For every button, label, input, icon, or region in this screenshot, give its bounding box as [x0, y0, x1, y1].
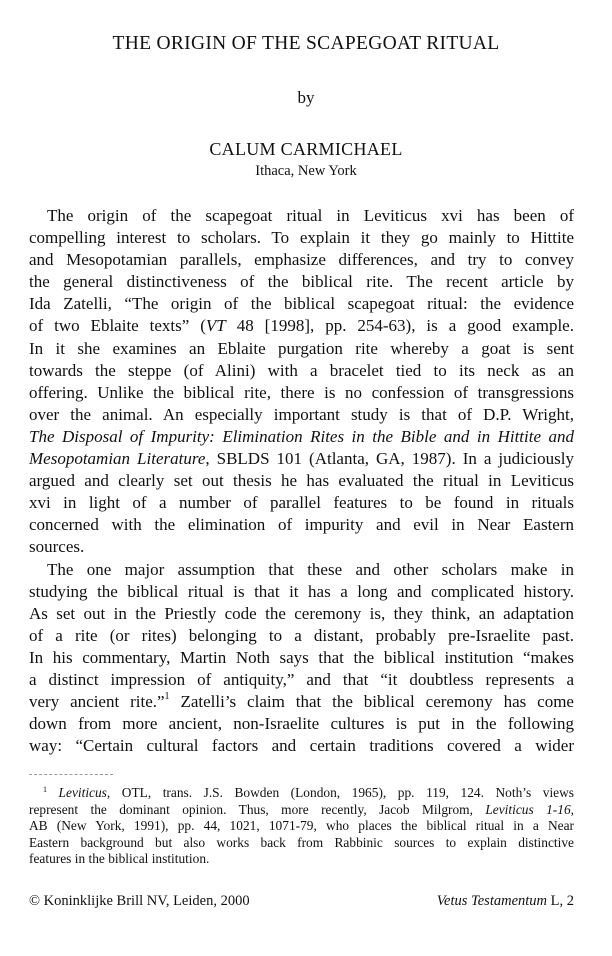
body-line	[29, 249, 574, 271]
text-run: Zatelli’s claim that the biblical ceremony has come	[169, 692, 574, 712]
text-run: argued and clearly set out thesis he has evaluated the ritual in Leviticus	[29, 471, 574, 491]
italic-text: VT	[205, 316, 226, 336]
body-line	[29, 581, 574, 603]
text-run: offering. Unlike the biblical rite, there is no confession of transgressions	[29, 382, 574, 402]
footnote-marker: 1	[43, 785, 47, 794]
text-run: concerned with the elimination of impurity and evil in Near Eastern	[29, 515, 574, 535]
footnote-line	[29, 785, 574, 802]
body-line	[29, 205, 574, 227]
article-title: THE ORIGIN OF THE SCAPEGOAT RITUAL	[112, 33, 500, 54]
text-run: the general distinctiveness of the biblical rite. The recent article by	[29, 272, 574, 292]
body-line	[29, 514, 574, 536]
text-run: compelling interest to scholars. To explain it they go mainly to Hittite	[29, 228, 574, 248]
text-run: AB (New York, 1991), pp. 44, 1021, 1071-79, who places the biblical ritual in a Near	[29, 818, 574, 834]
italic-text: Mesopotamian Literature	[29, 449, 206, 469]
body-line	[29, 382, 574, 404]
body-line	[29, 426, 574, 448]
body-line	[29, 404, 574, 426]
text-run: In his commentary, Martin Noth says that the biblical institution “makes	[29, 647, 574, 667]
body-line	[29, 647, 574, 669]
journal-volume: L, 2	[547, 893, 574, 909]
body-line	[29, 338, 574, 360]
text-run: , OTL, trans. J.S. Bowden (London, 1965), pp. 119, 124. Noth’s views	[106, 785, 574, 800]
text-run: sources.	[29, 537, 85, 557]
footnote-line	[29, 835, 574, 852]
footnote-line	[29, 802, 574, 819]
body-line	[29, 669, 574, 691]
body-line	[29, 492, 574, 514]
text-run: The one major assumption that these and other scholars make in	[47, 559, 574, 579]
text-run: 48 [1998], pp. 254-63), is a good example.	[225, 316, 574, 336]
italic-text: The Disposal of Impurity: Elimination Rites in the Bible and in Hittite and	[29, 426, 574, 446]
text-run: a distinct impression of antiquity,” and that “it doubtless represents a	[29, 669, 574, 689]
body-line	[29, 470, 574, 492]
footnote-line	[29, 818, 574, 835]
text-run: studying the biblical ritual is that it has a long and complicated history.	[29, 581, 574, 601]
text-run: features in the biblical institution.	[29, 851, 210, 867]
journal-name: Vetus Testamentum	[436, 893, 548, 909]
text-run: over the animal. An especially important study is that of D.P. Wright,	[29, 404, 574, 424]
body-line	[29, 603, 574, 625]
author-name: CALUM CARMICHAEL	[209, 139, 403, 159]
text-run: ,	[570, 801, 574, 817]
text-run: of a rite (or rites) belonging to a distant, probably pre-Israelite past.	[29, 625, 574, 645]
body-line	[29, 293, 574, 315]
text-run: The origin of the scapegoat ritual in Leviticus xvi has been of	[47, 206, 574, 225]
text-run: xvi in light of a number of parallel features to be found in rituals	[29, 493, 574, 513]
text-run: way: “Certain cultural factors and certain traditions covered a wider	[29, 736, 574, 756]
body-line	[29, 559, 574, 581]
body-line	[29, 713, 574, 735]
body-text	[29, 205, 574, 757]
body-line	[29, 227, 574, 249]
italic-text: Leviticus 1-16	[485, 801, 571, 817]
body-line	[29, 536, 574, 558]
text-run: of two Eblaite texts” (	[29, 316, 206, 336]
text-run: Ida Zatelli, “The origin of the biblical scapegoat ritual: the evidence	[29, 294, 574, 314]
body-line	[29, 315, 574, 337]
copyright-notice: © Koninklijke Brill NV, Leiden, 2000	[29, 893, 250, 909]
body-line	[29, 448, 574, 470]
text-run: and Mesopotamian parallels, emphasize differences, and try to convey	[29, 250, 574, 270]
text-run: down from more ancient, non-Israelite cultures is put in the following	[29, 714, 574, 734]
text-run: As set out in the Priestly code the ceremony is, they think, an adaptation	[29, 603, 574, 623]
text-run	[47, 785, 59, 800]
body-line	[29, 735, 574, 757]
body-line	[29, 271, 574, 293]
footnote-divider	[29, 774, 113, 775]
byline: by	[297, 88, 315, 107]
body-line	[29, 691, 574, 713]
text-run: represent the dominant opinion. Thus, more recently, Jacob Milgrom,	[29, 801, 486, 817]
author-affiliation: Ithaca, New York	[255, 163, 357, 179]
text-run: towards the steppe (of Alini) with a bracelet tied to its neck as an	[29, 360, 574, 380]
text-run: , SBLDS 101 (Atlanta, GA, 1987). In a judiciously	[205, 449, 574, 469]
footnotes	[29, 785, 574, 868]
body-line	[29, 360, 574, 382]
journal-citation	[437, 893, 574, 910]
italic-text: Leviticus	[58, 785, 107, 800]
footnote-line	[29, 851, 574, 868]
text-run: In it she examines an Eblaite purgation rite whereby a goat is sent	[29, 338, 574, 358]
text-run: Eastern background but also works back from Rabbinic sources to explain distinctive	[29, 834, 574, 850]
text-run: very ancient rite.”	[29, 692, 165, 712]
body-line	[29, 625, 574, 647]
footnote-marker: 1	[164, 691, 170, 703]
